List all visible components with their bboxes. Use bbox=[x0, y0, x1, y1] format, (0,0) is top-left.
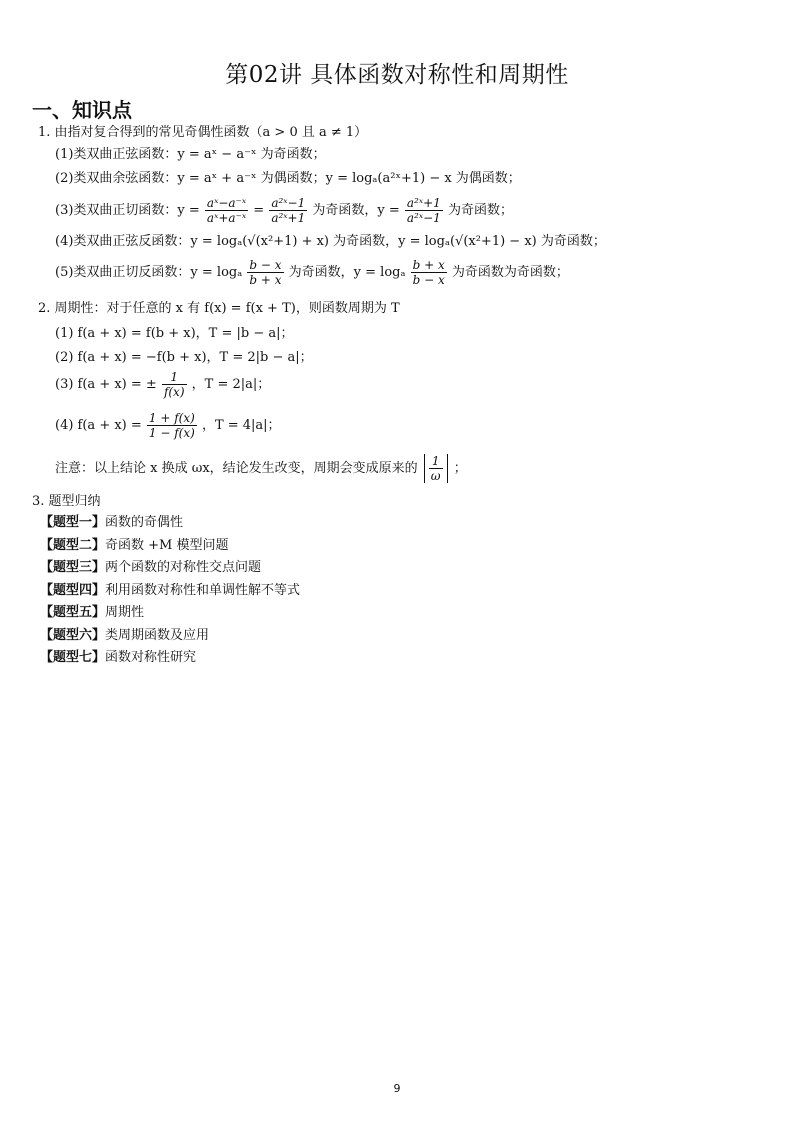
item1-line-3-tail: 为奇函数； bbox=[447, 203, 513, 218]
fraction-denominator: b + x bbox=[249, 273, 282, 287]
item1-heading: 1. 由指对复合得到的常见奇偶性函数（a > 0 且 a ≠ 1） bbox=[38, 125, 368, 140]
fraction bbox=[162, 370, 187, 399]
item2-line-3-tail: ，T = 2|a|； bbox=[191, 377, 271, 392]
type-label: 【题型五】 bbox=[40, 605, 106, 620]
fraction bbox=[411, 258, 447, 287]
item1-line-3-head: (3)类双曲正切函数：y = bbox=[55, 203, 204, 218]
page-title: 第02讲 具体函数对称性和周期性 bbox=[225, 62, 569, 88]
fraction-denominator: aˣ+a⁻ˣ bbox=[206, 211, 247, 225]
item2-line-4-head: (4) f(a + x) = bbox=[55, 418, 146, 433]
type-label: 【题型七】 bbox=[40, 650, 106, 665]
list-item bbox=[40, 535, 300, 558]
type-text: 类周期函数及应用 bbox=[105, 627, 210, 643]
fraction-denominator: b − x bbox=[412, 273, 445, 287]
item2-heading: 2. 周期性：对于任意的 x 有 f(x) = f(x + T)，则函数周期为 T bbox=[38, 301, 400, 316]
type-text: 利用函数对称性和单调性解不等式 bbox=[105, 582, 301, 598]
item1-line-1: (1)类双曲正弦函数：y = aˣ − a⁻ˣ 为奇函数； bbox=[55, 147, 326, 162]
item1-line-5-tail: 为奇函数为奇函数； bbox=[451, 265, 569, 280]
note-tail: ； bbox=[453, 461, 467, 476]
type-text: 函数的奇偶性 bbox=[105, 515, 184, 530]
list-item bbox=[40, 602, 300, 625]
item2-line-4 bbox=[55, 411, 281, 440]
item2-line-2: (2) f(a + x) = −f(b + x)，T = 2|b − a|； bbox=[55, 350, 313, 365]
fraction-numerator: b − x bbox=[249, 258, 282, 272]
fraction bbox=[269, 196, 307, 225]
fraction-numerator: b + x bbox=[412, 258, 445, 272]
fraction-numerator: 1 bbox=[429, 454, 443, 469]
type-text: 函数对称性研究 bbox=[105, 650, 197, 665]
type-text: 奇函数 +M 模型问题 bbox=[105, 537, 229, 553]
page-number: 9 bbox=[393, 1082, 401, 1095]
item1-line-3 bbox=[55, 196, 513, 225]
section-heading: 一、知识点 bbox=[32, 98, 132, 122]
item1-line-3-mid: 为奇函数，y = bbox=[312, 203, 404, 218]
fraction-numerator: aˣ−a⁻ˣ bbox=[206, 196, 247, 210]
fraction-denominator: a²ˣ−1 bbox=[406, 211, 441, 225]
item1-line-5-mid: 为奇函数，y = logₐ bbox=[288, 265, 406, 280]
item1-line-5 bbox=[55, 258, 569, 287]
fraction bbox=[405, 196, 443, 225]
item1-line-5-head: (5)类双曲正切反函数：y = logₐ bbox=[55, 265, 243, 280]
item1-line-4: (4)类双曲正弦反函数：y = logₐ(√(x²+1) + x) 为奇函数，y = logₐ(√(x²+1) − x) 为奇函数； bbox=[55, 234, 606, 249]
list-item bbox=[40, 625, 300, 648]
fraction-numerator: a²ˣ−1 bbox=[271, 196, 306, 210]
fraction-denominator: f(x) bbox=[163, 385, 185, 399]
type-label: 【题型一】 bbox=[40, 515, 106, 530]
types-list bbox=[40, 512, 300, 670]
type-label: 【题型四】 bbox=[40, 582, 106, 598]
note-line bbox=[55, 454, 467, 483]
type-text: 两个函数的对称性交点问题 bbox=[105, 560, 262, 575]
item1-line-2: (2)类双曲余弦函数：y = aˣ + a⁻ˣ 为偶函数；y = logₐ(a²ˣ+1) − x 为偶函数； bbox=[55, 171, 521, 186]
fraction bbox=[147, 411, 197, 440]
fraction bbox=[247, 258, 283, 287]
item2-line-3 bbox=[55, 370, 270, 399]
types-heading: 3. 题型归纳 bbox=[32, 494, 101, 509]
fraction-denominator: a²ˣ+1 bbox=[271, 211, 306, 225]
type-label: 【题型二】 bbox=[40, 537, 106, 553]
list-item bbox=[40, 647, 300, 670]
fraction-numerator: 1 bbox=[162, 370, 187, 385]
item2-line-4-tail: ，T = 4|a|； bbox=[201, 418, 281, 433]
fraction-denominator: ω bbox=[430, 469, 441, 483]
type-text: 周期性 bbox=[105, 605, 145, 620]
fraction bbox=[205, 196, 248, 225]
item2-line-1: (1) f(a + x) = f(b + x)，T = |b − a|； bbox=[55, 326, 294, 341]
list-item bbox=[40, 580, 300, 603]
type-label: 【题型三】 bbox=[40, 560, 106, 575]
list-item bbox=[40, 557, 300, 580]
equals-sign: = bbox=[253, 203, 269, 218]
note-head: 注意：以上结论 x 换成 ωx，结论发生改变，周期会变成原来的 bbox=[55, 461, 422, 476]
list-item bbox=[40, 512, 300, 535]
type-label: 【题型六】 bbox=[40, 627, 106, 643]
fraction-numerator: 1 + f(x) bbox=[148, 411, 195, 425]
fraction-denominator: 1 − f(x) bbox=[148, 426, 195, 440]
absolute-value bbox=[424, 454, 448, 483]
fraction-numerator: a²ˣ+1 bbox=[406, 196, 441, 210]
fraction bbox=[429, 454, 443, 483]
item2-line-3-head: (3) f(a + x) = ± bbox=[55, 377, 157, 392]
